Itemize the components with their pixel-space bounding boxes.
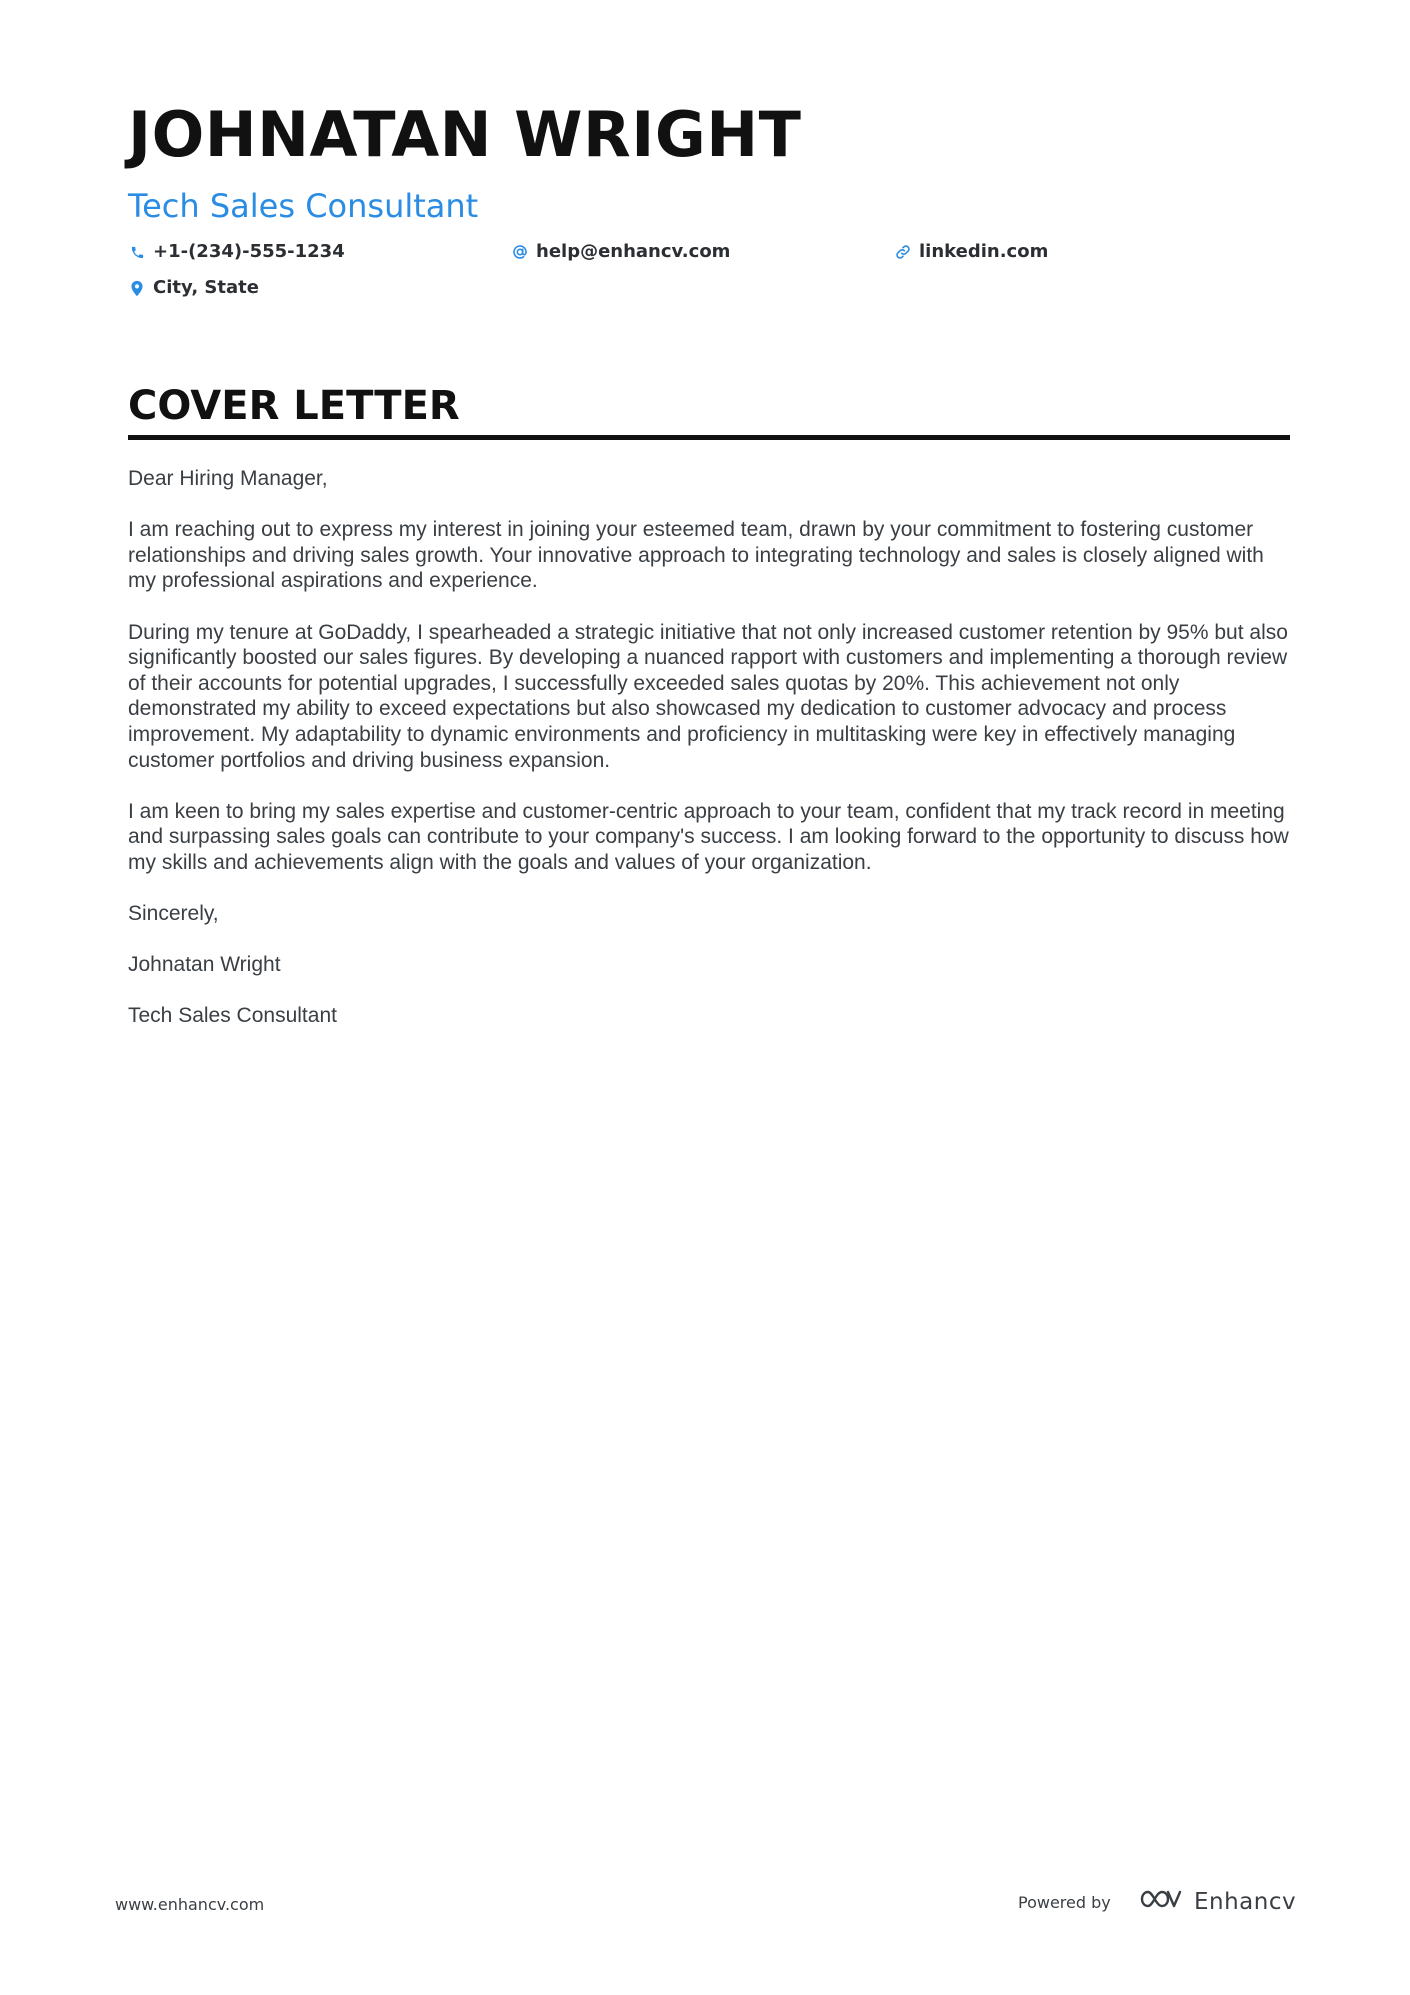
footer-powered-by: Powered by: [1018, 1893, 1111, 1912]
contact-link-text: linkedin.com: [919, 241, 1049, 262]
footer-url[interactable]: www.enhancv.com: [115, 1895, 265, 1914]
contact-email[interactable]: [511, 243, 730, 261]
letter-greeting: Dear Hiring Manager,: [128, 467, 328, 490]
contact-location: [128, 279, 259, 297]
candidate-role: Tech Sales Consultant: [128, 187, 479, 225]
letter-paragraph: During my tenure at GoDaddy, I spearheaded a strategic initiative that not only increased customer retention by 95% but also significantly boosted our sales figures. By developing a nuanced rapport with customers and implementing a thorough review of their accounts for potential upgrades, I successfully exceeded sales quotas by 20%. This achievement not only demonstrated my ability to exceed expectations but also showcased my dedication to customer advocacy and process improvement. My adaptability to dynamic environments and proficiency in multitasking were key in effectively managing customer portfolios and driving business expansion.: [128, 620, 1288, 772]
section-divider: [128, 435, 1290, 440]
section-title: COVER LETTER: [128, 383, 460, 429]
contact-email-text: help@enhancv.com: [536, 241, 731, 262]
letter-body: [128, 466, 1290, 1055]
letter-closing: Sincerely,: [128, 902, 219, 926]
letter-paragraph: I am keen to bring my sales expertise and customer-centric approach to your team, confident that my track record in meeting and surpassing sales goals can contribute to your company's success. I am looking forward to the opportunity to discuss how my skills and achievements align with the goals and values of your organization.: [128, 799, 1289, 874]
enhancv-logo-icon: [1138, 1887, 1184, 1916]
contact-phone-text: +1-(234)-555-1234: [153, 241, 345, 262]
at-icon: [511, 243, 529, 261]
letter-paragraph: I am reaching out to express my interest in joining your esteemed team, drawn by your commitment to fostering customer relationships and driving sales growth. Your innovative approach to integrating technology and sales is closely aligned with my professional aspirations and experience.: [128, 518, 1264, 593]
phone-icon: [128, 243, 146, 261]
footer-logo[interactable]: [1138, 1887, 1296, 1916]
signature-name: Johnatan Wright: [128, 953, 281, 977]
contact-link[interactable]: [894, 243, 1048, 261]
contact-location-text: City, State: [153, 277, 259, 298]
candidate-name: JOHNATAN WRIGHT: [128, 98, 802, 171]
link-icon: [894, 243, 912, 261]
location-pin-icon: [128, 279, 146, 297]
signature-title: Tech Sales Consultant: [128, 1004, 337, 1028]
footer-brand: Enhancv: [1194, 1888, 1297, 1915]
contact-phone[interactable]: [128, 243, 345, 261]
